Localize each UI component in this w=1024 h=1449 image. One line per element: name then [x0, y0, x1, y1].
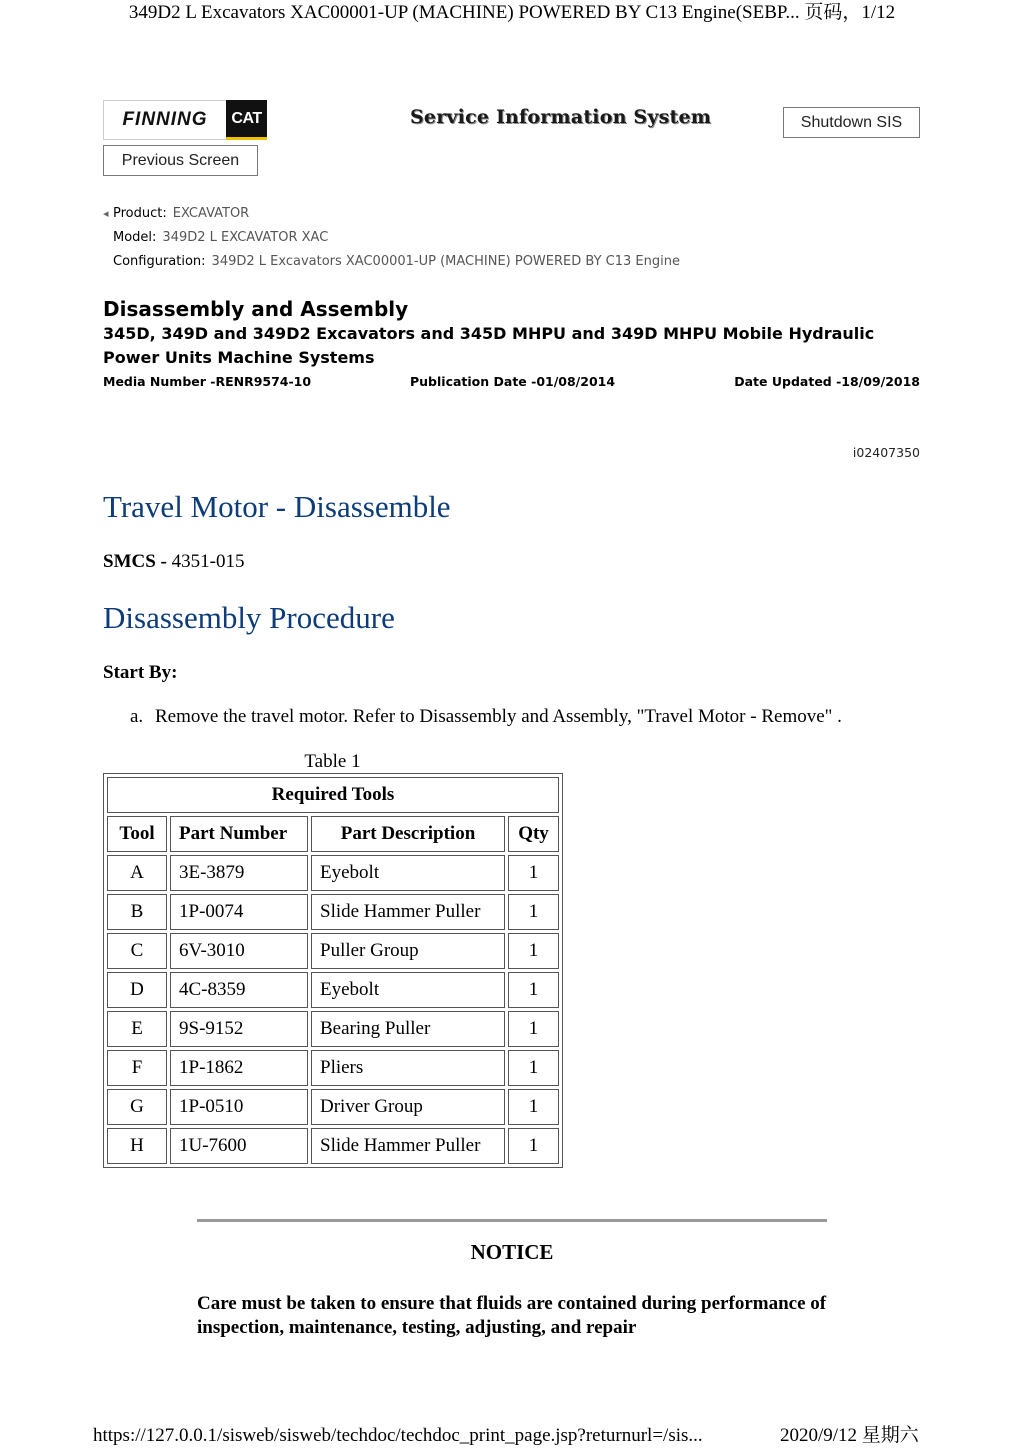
- part-description-cell: Slide Hammer Puller: [311, 1128, 505, 1164]
- start-by-label: Start By:: [103, 662, 178, 683]
- tool-cell: B: [107, 894, 167, 930]
- part-number-cell: 6V-3010: [170, 933, 308, 969]
- configuration-label: Configuration:: [113, 254, 206, 269]
- product-label: Product:: [113, 206, 167, 221]
- required-tools-table: [103, 773, 563, 1168]
- notice-title: NOTICE: [470, 1240, 554, 1264]
- sis-title: Service Information System: [410, 106, 712, 128]
- part-description-cell: Driver Group: [311, 1089, 505, 1125]
- qty-cell: 1: [508, 1011, 559, 1047]
- step-marker: a.: [130, 706, 144, 727]
- tool-cell: C: [107, 933, 167, 969]
- qty-cell: 1: [508, 855, 559, 891]
- step-text: Remove the travel motor. Refer to Disassembly and Assembly, "Travel Motor - Remove" .: [155, 706, 842, 727]
- table-row: [107, 855, 559, 891]
- qty-cell: 1: [508, 1089, 559, 1125]
- smcs-code: [103, 551, 244, 573]
- meta-configuration: [113, 254, 680, 270]
- table-title: Required Tools: [107, 777, 559, 813]
- part-description-cell: Eyebolt: [311, 855, 505, 891]
- table-row: [107, 933, 559, 969]
- publication-date: Publication Date -01/08/2014: [410, 374, 616, 389]
- part-description-cell: Slide Hammer Puller: [311, 894, 505, 930]
- column-header-qty: Qty: [508, 816, 559, 852]
- part-description-cell: Pliers: [311, 1050, 505, 1086]
- model-label: Model:: [113, 230, 157, 245]
- qty-cell: 1: [508, 972, 559, 1008]
- print-footer-date: 2020/9/12 星期六: [780, 1425, 919, 1446]
- model-value: 349D2 L EXCAVATOR XAC: [162, 230, 329, 245]
- page-title: Travel Motor - Disassemble: [103, 489, 451, 524]
- previous-screen-button[interactable]: Previous Screen: [103, 145, 258, 176]
- date-updated: Date Updated -18/09/2018: [734, 374, 920, 389]
- table-row: [107, 894, 559, 930]
- part-number-cell: 1U-7600: [170, 1128, 308, 1164]
- part-number-cell: 1P-0074: [170, 894, 308, 930]
- notice-divider: [197, 1219, 827, 1222]
- table-row: [107, 1050, 559, 1086]
- finning-cat-logo: [103, 100, 267, 140]
- table-row: [107, 972, 559, 1008]
- table-caption: Table 1: [304, 751, 361, 772]
- notice-body: Care must be taken to ensure that fluids are contained during performance of inspection, maintenance, testing, adjusting, and repair: [197, 1293, 827, 1338]
- tool-cell: H: [107, 1128, 167, 1164]
- tool-cell: E: [107, 1011, 167, 1047]
- document-subtitle: 345D, 349D and 349D2 Excavators and 345D MHPU and 349D MHPU Mobile Hydraulic Power Units Machine Systems: [103, 324, 875, 367]
- table-row: [107, 1089, 559, 1125]
- column-header-part-description: Part Description: [311, 816, 505, 852]
- print-footer-url: https://127.0.0.1/sisweb/sisweb/techdoc/techdoc_print_page.jsp?returnurl=/sis...: [93, 1425, 703, 1446]
- meta-product: [103, 206, 249, 222]
- shutdown-sis-button[interactable]: Shutdown SIS: [783, 107, 920, 138]
- media-number: Media Number -RENR9574-10: [103, 374, 312, 389]
- qty-cell: 1: [508, 1128, 559, 1164]
- part-description-cell: Puller Group: [311, 933, 505, 969]
- column-header-part-number: Part Number: [170, 816, 308, 852]
- part-number-cell: 1P-0510: [170, 1089, 308, 1125]
- print-header: 349D2 L Excavators XAC00001-UP (MACHINE) POWERED BY C13 Engine(SEBP... 页码，1/12: [128, 2, 896, 23]
- document-id: i02407350: [852, 445, 920, 460]
- back-arrow-icon[interactable]: ◂: [103, 207, 109, 220]
- part-description-cell: Bearing Puller: [311, 1011, 505, 1047]
- smcs-value: 4351-015: [171, 551, 245, 572]
- part-description-cell: Eyebolt: [311, 972, 505, 1008]
- part-number-cell: 3E-3879: [170, 855, 308, 891]
- product-value: EXCAVATOR: [172, 206, 250, 221]
- table-row: [107, 1128, 559, 1164]
- table-row: [107, 1011, 559, 1047]
- configuration-value: 349D2 L Excavators XAC00001-UP (MACHINE) POWERED BY C13 Engine: [211, 254, 680, 269]
- step-item: [130, 706, 842, 728]
- procedure-title: Disassembly Procedure: [103, 600, 395, 635]
- tool-cell: D: [107, 972, 167, 1008]
- document-section-title: Disassembly and Assembly: [103, 297, 409, 321]
- meta-model: [113, 230, 328, 246]
- part-number-cell: 4C-8359: [170, 972, 308, 1008]
- column-header-tool: Tool: [107, 816, 167, 852]
- tool-cell: G: [107, 1089, 167, 1125]
- smcs-label: SMCS -: [103, 551, 167, 572]
- part-number-cell: 1P-1862: [170, 1050, 308, 1086]
- finning-logo-text: FINNING: [103, 100, 226, 140]
- tool-cell: F: [107, 1050, 167, 1086]
- qty-cell: 1: [508, 933, 559, 969]
- qty-cell: 1: [508, 894, 559, 930]
- tool-cell: A: [107, 855, 167, 891]
- part-number-cell: 9S-9152: [170, 1011, 308, 1047]
- qty-cell: 1: [508, 1050, 559, 1086]
- cat-logo-text: CAT: [226, 100, 267, 140]
